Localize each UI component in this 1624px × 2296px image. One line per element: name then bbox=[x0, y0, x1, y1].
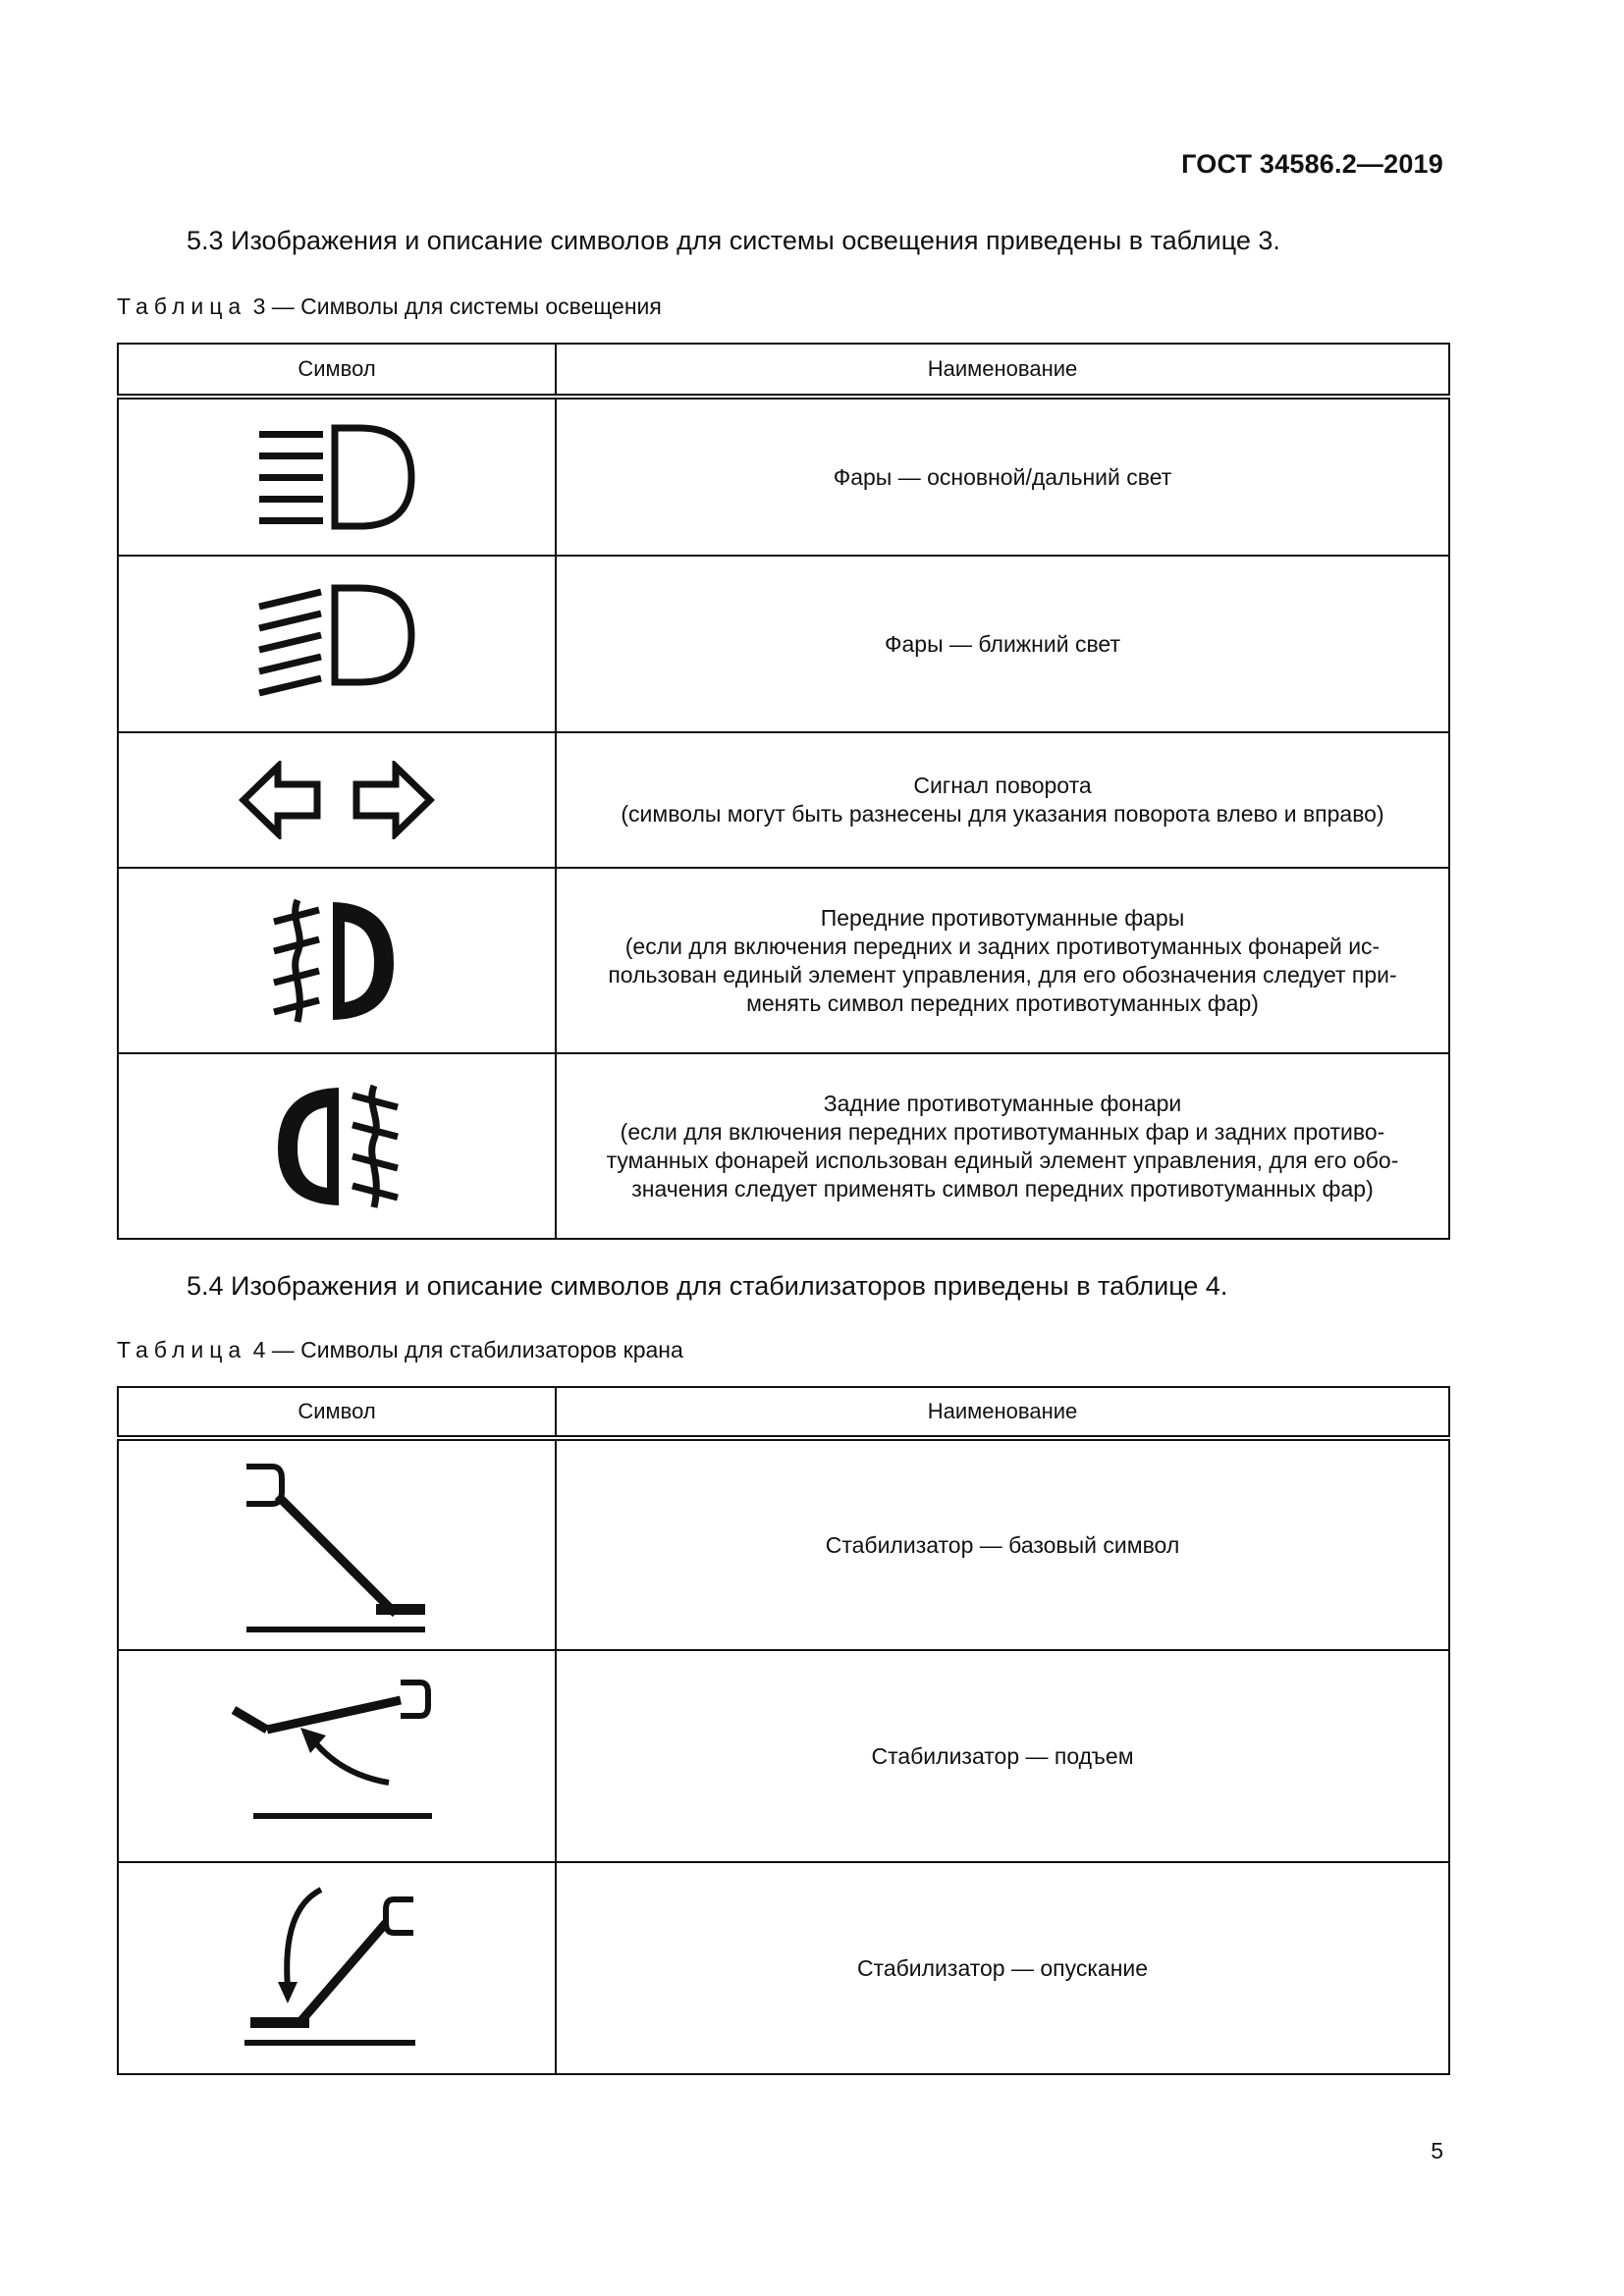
table-4-col-name: Наименование bbox=[556, 1387, 1449, 1438]
table-3-row-2-name: Фары — ближний свет bbox=[885, 630, 1120, 657]
table-row bbox=[118, 1438, 1449, 1650]
table-4 bbox=[117, 1386, 1450, 2075]
turn-signal-arrows-icon bbox=[239, 761, 435, 839]
table-row bbox=[118, 1862, 1449, 2074]
table-4-row-3-name: Стабилизатор — опускание bbox=[856, 1954, 1149, 1981]
section-5-3-text: 5.3 Изображения и описание символов для системы освещения приведены в таблице 3. bbox=[187, 226, 1280, 255]
table-3 bbox=[117, 343, 1450, 1240]
rear-fog-lamp-icon bbox=[268, 1078, 406, 1215]
table-3-row-5-note-line-3: значения следует применять символ передних противотуманных фар) bbox=[631, 1175, 1374, 1201]
table-3-col-name: Наименование bbox=[556, 344, 1449, 397]
table-row bbox=[118, 1650, 1449, 1862]
document-id: ГОСТ 34586.2—2019 bbox=[1181, 149, 1443, 179]
table-4-row-2-name: Стабилизатор — подъем bbox=[871, 1742, 1134, 1769]
table-row bbox=[118, 397, 1449, 556]
table-4-header-row bbox=[118, 1387, 1449, 1438]
main-beam-headlamp-icon bbox=[253, 418, 420, 536]
table-3-caption bbox=[117, 294, 662, 320]
table-3-row-4-note-line-3: менять символ передних противотуманных фар) bbox=[746, 989, 1259, 1016]
table-4-row-1-name: Стабилизатор — базовый символ bbox=[825, 1531, 1180, 1558]
table-row bbox=[118, 1053, 1449, 1239]
table-row bbox=[118, 732, 1449, 868]
table-3-row-5-note-line-1: (если для включения передних противотуманных фар и задних противо- bbox=[620, 1118, 1385, 1145]
table-row bbox=[118, 868, 1449, 1053]
dipped-beam-headlamp-icon bbox=[253, 580, 420, 708]
section-5-4-text: 5.4 Изображения и описание символов для стабилизаторов приведены в таблице 4. bbox=[187, 1271, 1228, 1301]
front-fog-lamp-icon bbox=[268, 892, 406, 1030]
table-3-col-symbol: Символ bbox=[118, 344, 556, 397]
table-3-header-row bbox=[118, 344, 1449, 397]
table-3-row-4-note-line-1: (если для включения передних и задних противотуманных фонарей ис- bbox=[624, 933, 1380, 959]
table-4-col-symbol: Символ bbox=[118, 1387, 556, 1438]
table-4-caption-text: 4 — Символы для стабилизаторов крана bbox=[246, 1337, 683, 1362]
table-3-caption-label: Таблица bbox=[117, 294, 247, 319]
table-row bbox=[118, 556, 1449, 732]
stabilizer-raise-icon bbox=[224, 1673, 450, 1840]
table-3-row-3-note: (символы могут быть разнесены для указания поворота влево и вправо) bbox=[621, 801, 1384, 827]
stabilizer-base-icon bbox=[239, 1457, 435, 1633]
stabilizer-lower-icon bbox=[239, 1880, 435, 2056]
table-3-row-1-name: Фары — основной/дальний свет bbox=[833, 463, 1172, 490]
table-4-caption-label: Таблица bbox=[117, 1337, 247, 1362]
table-4-caption bbox=[117, 1337, 683, 1363]
table-3-row-4-note-line-2: пользован единый элемент управления, для его обозначения следует при- bbox=[608, 961, 1397, 988]
table-3-row-5-title: Задние противотуманные фонари bbox=[823, 1090, 1182, 1116]
table-3-row-4-title: Передние противотуманные фары bbox=[820, 904, 1185, 931]
table-3-row-5-note-line-2: туманных фонарей использован единый элемент управления, для его обо- bbox=[606, 1147, 1399, 1173]
page-number: 5 bbox=[1431, 2138, 1443, 2163]
table-3-row-3-title: Сигнал поворота bbox=[913, 773, 1092, 798]
table-3-caption-text: 3 — Символы для системы освещения bbox=[246, 294, 662, 319]
